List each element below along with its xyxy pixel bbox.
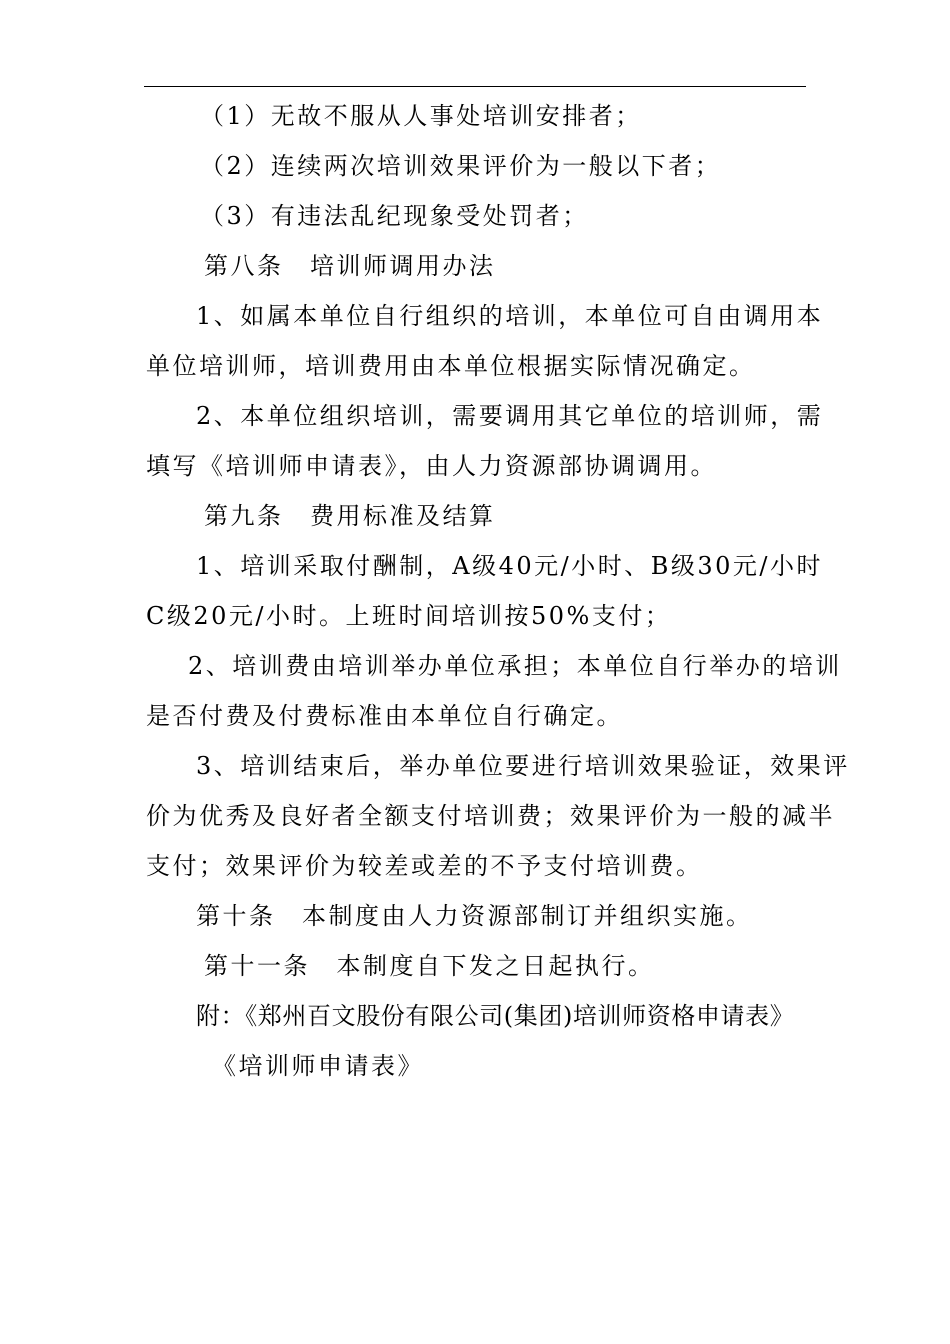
clause-item-3: （3）有违法乱纪现象受处罚者； (200, 202, 589, 230)
article-9-paragraph-3-line-1: 3、培训结束后，举办单位要进行培训效果验证，效果评 (196, 752, 850, 780)
article-8-paragraph-2-line-1: 2、本单位组织培训，需要调用其它单位的培训师，需 (196, 402, 824, 430)
attachment-line-1: 附：《郑州百文股份有限公司(集团)培训师资格申请表》 (196, 1002, 795, 1030)
article-9-paragraph-1-line-2: C级20元/小时。上班时间培训按50%支付； (146, 602, 672, 630)
article-8-heading: 第八条 培训师调用办法 (204, 252, 496, 280)
article-8-paragraph-1-line-1: 1、如属本单位自行组织的培训，本单位可自由调用本 (196, 302, 824, 330)
article-9-paragraph-3-line-3: 支付；效果评价为较差或差的不予支付培训费。 (146, 852, 703, 880)
article-10: 第十条 本制度由人力资源部制订并组织实施。 (196, 902, 753, 930)
article-11: 第十一条 本制度自下发之日起执行。 (204, 952, 655, 980)
article-9-paragraph-2-line-2: 是否付费及付费标准由本单位自行确定。 (146, 702, 623, 730)
attachment-line-2: 《培训师申请表》 (212, 1052, 424, 1080)
article-8-paragraph-1-line-2: 单位培训师，培训费用由本单位根据实际情况确定。 (146, 352, 756, 380)
clause-item-1: （1）无故不服从人事处培训安排者； (200, 102, 642, 130)
clause-item-2: （2）连续两次培训效果评价为一般以下者； (200, 152, 722, 180)
article-8-paragraph-2-line-2: 填写《培训师申请表》，由人力资源部协调调用。 (146, 452, 717, 480)
article-9-paragraph-3-line-2: 价为优秀及良好者全额支付培训费；效果评价为一般的减半 (146, 802, 835, 830)
article-9-paragraph-1-line-1: 1、培训采取付酬制，A级40元/小时、B级30元/小时 (196, 552, 823, 580)
article-9-paragraph-2-line-1: 2、培训费由培训举办单位承担；本单位自行举办的培训 (188, 652, 842, 680)
header-rule (144, 86, 806, 87)
article-9-heading: 第九条 费用标准及结算 (204, 502, 496, 530)
